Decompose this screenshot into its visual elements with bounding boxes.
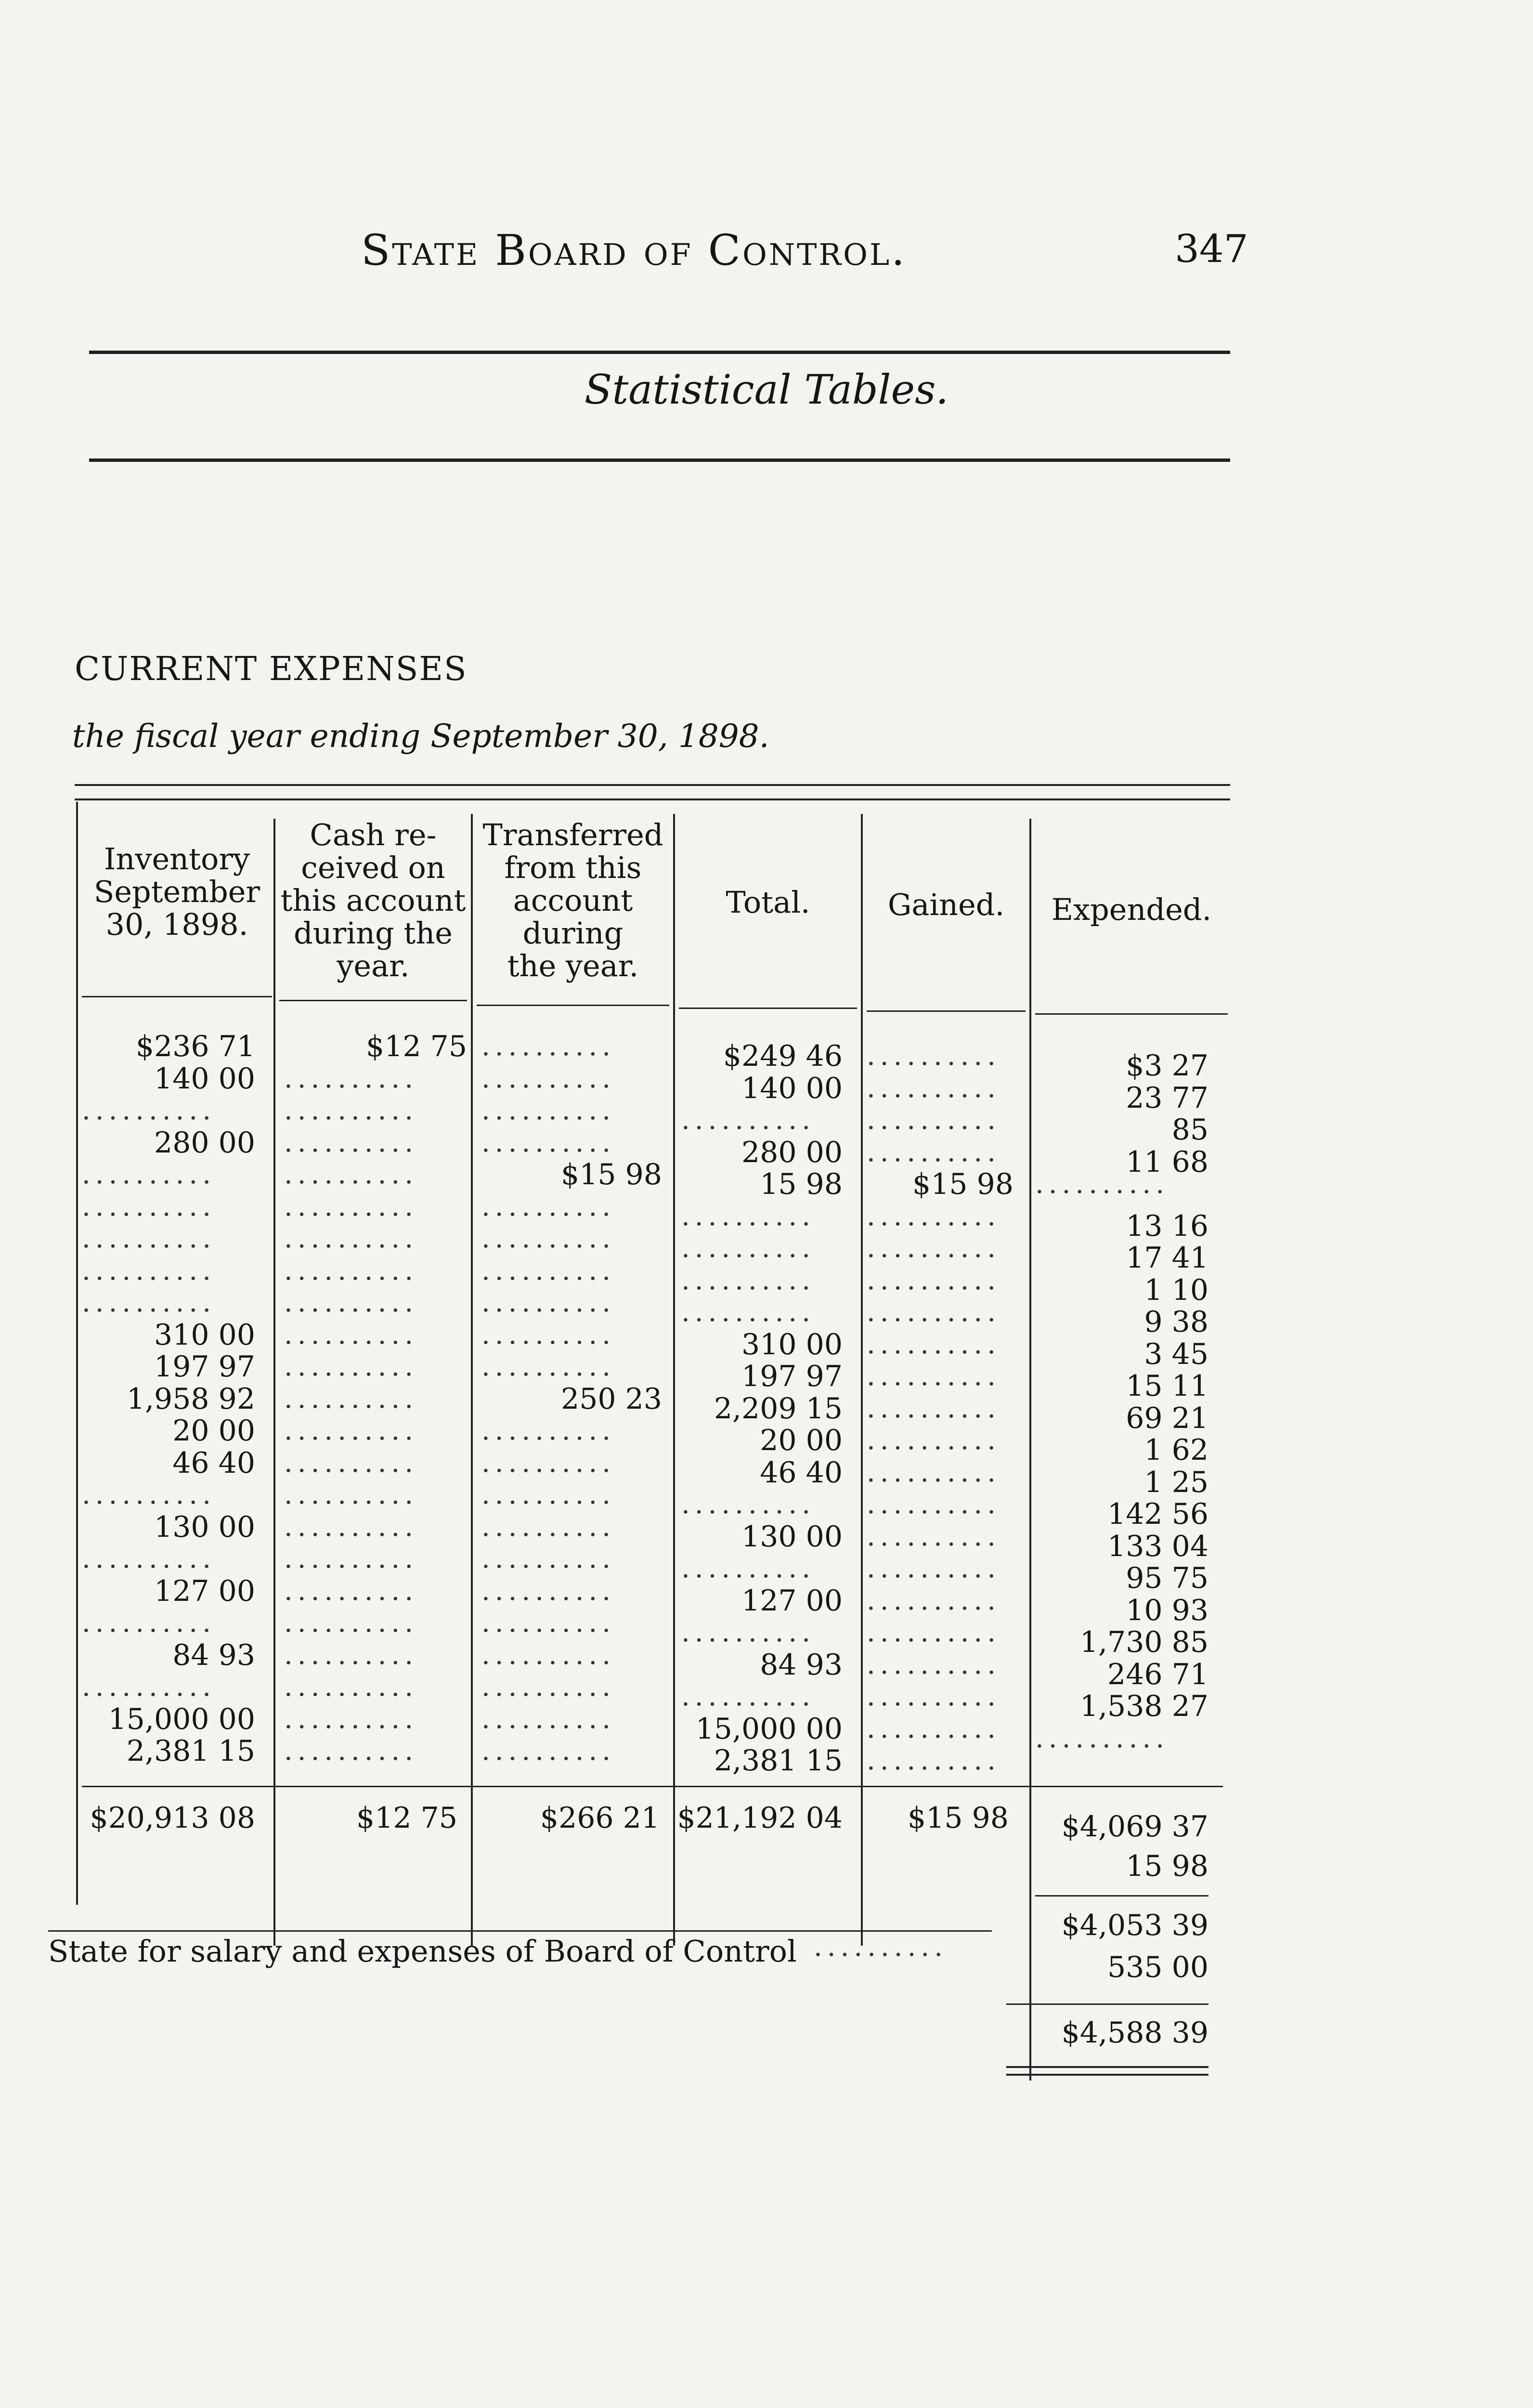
inventory-cell: 280 00 bbox=[154, 1125, 255, 1160]
total-leader: .......... bbox=[681, 1489, 816, 1520]
total-cell: 310 00 bbox=[741, 1327, 843, 1361]
inventory-cell: 1,958 92 bbox=[126, 1382, 255, 1416]
expended-cell: 3 45 bbox=[1144, 1337, 1208, 1371]
total-leader: .......... bbox=[681, 1553, 816, 1584]
cash-received-leader: .......... bbox=[284, 1511, 418, 1543]
page-number: 347 bbox=[1175, 226, 1248, 271]
total-cell: 197 97 bbox=[741, 1360, 843, 1393]
total-leader: .......... bbox=[681, 1681, 816, 1712]
transferred-leader: .......... bbox=[481, 1095, 616, 1126]
total-cash-received: $12 75 bbox=[356, 1801, 457, 1835]
footnote-leader: .......... bbox=[814, 1931, 948, 1963]
col-border-left bbox=[76, 802, 78, 1905]
board-salary: 535 00 bbox=[1107, 1950, 1208, 1984]
net-rule bbox=[1035, 1895, 1208, 1897]
header-underline-1 bbox=[82, 996, 272, 997]
column-header-cash-received: Cash re- ceived on this account during the year. bbox=[280, 817, 466, 983]
gained-leader: .......... bbox=[867, 1713, 1001, 1744]
transferred-leader: .......... bbox=[481, 1255, 616, 1286]
column-header-gained: Gained. bbox=[887, 887, 1005, 922]
grand-total-double-rule-1 bbox=[1006, 2066, 1208, 2068]
transferred-cell: $15 98 bbox=[561, 1158, 662, 1191]
gained-leader: .......... bbox=[867, 1200, 1001, 1232]
expended-cell: 13 16 bbox=[1126, 1209, 1208, 1243]
cash-received-leader: .......... bbox=[284, 1126, 418, 1158]
inventory-leader: .......... bbox=[82, 1191, 216, 1222]
gained-leader: .......... bbox=[867, 1072, 1001, 1104]
expended-cell: 1 62 bbox=[1144, 1433, 1208, 1467]
footnote-label: State for salary and expenses of Board of Control bbox=[48, 1934, 797, 1969]
total-cell: $249 46 bbox=[723, 1039, 843, 1073]
inventory-cell: 15,000 00 bbox=[108, 1702, 255, 1736]
inventory-leader: .......... bbox=[82, 1671, 216, 1702]
gained-leader: .......... bbox=[867, 1617, 1001, 1648]
total-cell: 140 00 bbox=[741, 1071, 843, 1105]
cash-received-cell: $12 75 bbox=[366, 1030, 467, 1063]
transferred-leader: .......... bbox=[481, 1735, 616, 1767]
inventory-cell: 140 00 bbox=[154, 1061, 255, 1096]
grand-total-rule bbox=[1006, 2003, 1208, 2005]
inventory-cell: 2,381 15 bbox=[126, 1734, 255, 1768]
expended-cell: 15 11 bbox=[1126, 1369, 1208, 1403]
inventory-leader: .......... bbox=[82, 1159, 216, 1190]
header-rule-top bbox=[89, 351, 1230, 354]
inventory-cell: 310 00 bbox=[154, 1318, 255, 1352]
total-cell: 84 93 bbox=[760, 1648, 843, 1682]
gained-leader: .......... bbox=[867, 1136, 1001, 1168]
expended-cell: 11 68 bbox=[1126, 1145, 1208, 1179]
inventory-cell: $236 71 bbox=[135, 1030, 255, 1063]
inventory-cell: 20 00 bbox=[172, 1414, 255, 1448]
transferred-leader: .......... bbox=[481, 1126, 616, 1158]
total-cell: 46 40 bbox=[760, 1455, 843, 1490]
inventory-leader: .......... bbox=[82, 1095, 216, 1126]
total-gained: $15 98 bbox=[908, 1801, 1009, 1835]
inventory-cell: 130 00 bbox=[154, 1510, 255, 1544]
inventory-cell: 197 97 bbox=[154, 1350, 255, 1384]
cash-received-leader: .......... bbox=[284, 1447, 418, 1479]
expended-cell: 1,538 27 bbox=[1079, 1689, 1208, 1723]
total-leader: .......... bbox=[681, 1617, 816, 1648]
transferred-leader: .......... bbox=[481, 1191, 616, 1222]
transferred-leader: .......... bbox=[481, 1703, 616, 1735]
cash-received-leader: .......... bbox=[284, 1351, 418, 1382]
column-header-inventory: Inventory September 30, 1898. bbox=[93, 841, 260, 942]
gained-leader: .......... bbox=[867, 1520, 1001, 1552]
transferred-leader: .......... bbox=[481, 1031, 616, 1062]
transferred-leader: .......... bbox=[481, 1351, 616, 1382]
expended-cell: 69 21 bbox=[1126, 1401, 1208, 1435]
expended-leader: .......... bbox=[1035, 1722, 1169, 1754]
transferred-leader: .......... bbox=[481, 1543, 616, 1574]
gained-leader: .......... bbox=[867, 1264, 1001, 1296]
transferred-leader: .......... bbox=[481, 1447, 616, 1479]
col-divider-3 bbox=[673, 814, 675, 1946]
gained-leader: .......... bbox=[867, 1392, 1001, 1424]
total-cell: 20 00 bbox=[760, 1424, 843, 1457]
inventory-leader: .......... bbox=[82, 1607, 216, 1638]
net-expended: $4,053 39 bbox=[1061, 1909, 1208, 1942]
expended-cell: 95 75 bbox=[1126, 1561, 1208, 1595]
header-rule-bottom bbox=[89, 458, 1230, 462]
expended-cell: 1,730 85 bbox=[1079, 1625, 1208, 1659]
col-divider-2 bbox=[471, 814, 473, 1946]
transferred-cell: 250 23 bbox=[561, 1382, 662, 1416]
section-title: Statistical Tables. bbox=[584, 366, 949, 413]
totals-rule bbox=[82, 1786, 1223, 1787]
table-title: CURRENT EXPENSES bbox=[75, 650, 468, 688]
header-underline-4 bbox=[679, 1008, 857, 1009]
gained-leader: .......... bbox=[867, 1361, 1001, 1392]
expended-cell: 10 93 bbox=[1126, 1593, 1208, 1627]
transferred-leader: .......... bbox=[481, 1479, 616, 1510]
cash-received-leader: .......... bbox=[284, 1159, 418, 1190]
transferred-leader: .......... bbox=[481, 1319, 616, 1350]
gained-leader: .......... bbox=[867, 1040, 1001, 1072]
total-cell: 2,381 15 bbox=[714, 1744, 843, 1778]
expended-cell: 85 bbox=[1171, 1113, 1208, 1147]
inventory-cell: 84 93 bbox=[172, 1638, 255, 1672]
cash-received-leader: .......... bbox=[284, 1319, 418, 1350]
transferred-leader: .......... bbox=[481, 1287, 616, 1318]
gained-leader: .......... bbox=[867, 1328, 1001, 1360]
total-cell: 15 98 bbox=[760, 1167, 843, 1201]
expended-cell: 17 41 bbox=[1126, 1241, 1208, 1275]
gained-leader: .......... bbox=[867, 1553, 1001, 1584]
total-leader: .......... bbox=[681, 1104, 816, 1136]
gained-leader: .......... bbox=[867, 1649, 1001, 1680]
running-head-title: State Board of Control. bbox=[361, 225, 907, 275]
gained-leader: .......... bbox=[867, 1745, 1001, 1776]
inventory-leader: .......... bbox=[82, 1255, 216, 1286]
transferred-leader: .......... bbox=[481, 1511, 616, 1543]
gained-leader: .......... bbox=[867, 1104, 1001, 1136]
total-leader: .......... bbox=[681, 1232, 816, 1264]
cash-received-leader: .......... bbox=[284, 1735, 418, 1767]
cash-received-leader: .......... bbox=[284, 1383, 418, 1414]
cash-received-leader: .......... bbox=[284, 1671, 418, 1702]
inventory-leader: .......... bbox=[82, 1223, 216, 1254]
col-divider-1 bbox=[273, 819, 275, 1946]
inventory-leader: .......... bbox=[82, 1479, 216, 1510]
expended-cell: $3 27 bbox=[1126, 1049, 1208, 1083]
total-cell: 2,209 15 bbox=[714, 1391, 843, 1426]
cash-received-leader: .......... bbox=[284, 1062, 418, 1094]
cash-received-leader: .......... bbox=[284, 1703, 418, 1735]
total-transferred: $266 21 bbox=[540, 1801, 660, 1835]
column-header-total: Total. bbox=[726, 885, 810, 920]
expended-cell: 246 71 bbox=[1107, 1657, 1208, 1691]
total-cell: 127 00 bbox=[741, 1584, 843, 1618]
gained-cell: $15 98 bbox=[912, 1167, 1013, 1201]
transferred-leader: .......... bbox=[481, 1575, 616, 1607]
total-leader: .......... bbox=[681, 1200, 816, 1232]
total-cell: 130 00 bbox=[741, 1519, 843, 1554]
total-leader: .......... bbox=[681, 1296, 816, 1328]
column-header-expended: Expended. bbox=[1051, 892, 1212, 927]
cash-received-leader: .......... bbox=[284, 1287, 418, 1318]
col-divider-5 bbox=[1029, 819, 1031, 2081]
grand-total-double-rule-2 bbox=[1006, 2074, 1208, 2076]
total-cell: 15,000 00 bbox=[695, 1712, 843, 1746]
header-underline-5 bbox=[867, 1010, 1026, 1012]
less-gained: 15 98 bbox=[1126, 1849, 1208, 1883]
transferred-leader: .......... bbox=[481, 1415, 616, 1446]
expended-cell: 9 38 bbox=[1144, 1305, 1208, 1339]
cash-received-leader: .......... bbox=[284, 1639, 418, 1671]
inventory-leader: .......... bbox=[82, 1287, 216, 1318]
column-header-transferred: Transferred from this account during the year. bbox=[482, 817, 663, 983]
total-total: $21,192 04 bbox=[677, 1801, 843, 1835]
transferred-leader: .......... bbox=[481, 1223, 616, 1254]
header-underline-3 bbox=[477, 1005, 669, 1006]
expended-cell: 133 04 bbox=[1107, 1529, 1208, 1563]
total-inventory: $20,913 08 bbox=[90, 1801, 255, 1835]
expended-cell: 23 77 bbox=[1126, 1081, 1208, 1115]
expended-leader: .......... bbox=[1035, 1168, 1169, 1200]
grand-total: $4,588 39 bbox=[1061, 2016, 1208, 2050]
gained-leader: .......... bbox=[867, 1584, 1001, 1616]
total-expended: $4,069 37 bbox=[1061, 1810, 1208, 1844]
transferred-leader: .......... bbox=[481, 1062, 616, 1094]
header-underline-6 bbox=[1035, 1013, 1228, 1015]
gained-leader: .......... bbox=[867, 1681, 1001, 1712]
inventory-leader: .......... bbox=[82, 1543, 216, 1574]
gained-leader: .......... bbox=[867, 1425, 1001, 1456]
cash-received-leader: .......... bbox=[284, 1095, 418, 1126]
header-underline-2 bbox=[279, 1000, 467, 1001]
table-top-rule-2 bbox=[75, 798, 1230, 800]
transferred-leader: .......... bbox=[481, 1671, 616, 1702]
cash-received-leader: .......... bbox=[284, 1607, 418, 1638]
inventory-cell: 46 40 bbox=[172, 1446, 255, 1480]
inventory-cell: 127 00 bbox=[154, 1574, 255, 1608]
gained-leader: .......... bbox=[867, 1456, 1001, 1488]
total-cell: 280 00 bbox=[741, 1135, 843, 1169]
cash-received-leader: .......... bbox=[284, 1415, 418, 1446]
col-divider-4 bbox=[861, 814, 863, 1946]
cash-received-leader: .......... bbox=[284, 1575, 418, 1607]
cash-received-leader: .......... bbox=[284, 1255, 418, 1286]
total-leader: .......... bbox=[681, 1264, 816, 1296]
cash-received-leader: .......... bbox=[284, 1223, 418, 1254]
cash-received-leader: .......... bbox=[284, 1479, 418, 1510]
table-subtitle: the fiscal year ending September 30, 1898. bbox=[72, 718, 769, 755]
cash-received-leader: .......... bbox=[284, 1543, 418, 1574]
cash-received-leader: .......... bbox=[284, 1191, 418, 1222]
table-top-rule bbox=[75, 784, 1230, 786]
transferred-leader: .......... bbox=[481, 1639, 616, 1671]
gained-leader: .......... bbox=[867, 1489, 1001, 1520]
gained-leader: .......... bbox=[867, 1296, 1001, 1328]
transferred-leader: .......... bbox=[481, 1607, 616, 1638]
expended-cell: 1 10 bbox=[1144, 1273, 1208, 1307]
expended-cell: 1 25 bbox=[1144, 1465, 1208, 1499]
gained-leader: .......... bbox=[867, 1232, 1001, 1264]
expended-cell: 142 56 bbox=[1107, 1497, 1208, 1531]
